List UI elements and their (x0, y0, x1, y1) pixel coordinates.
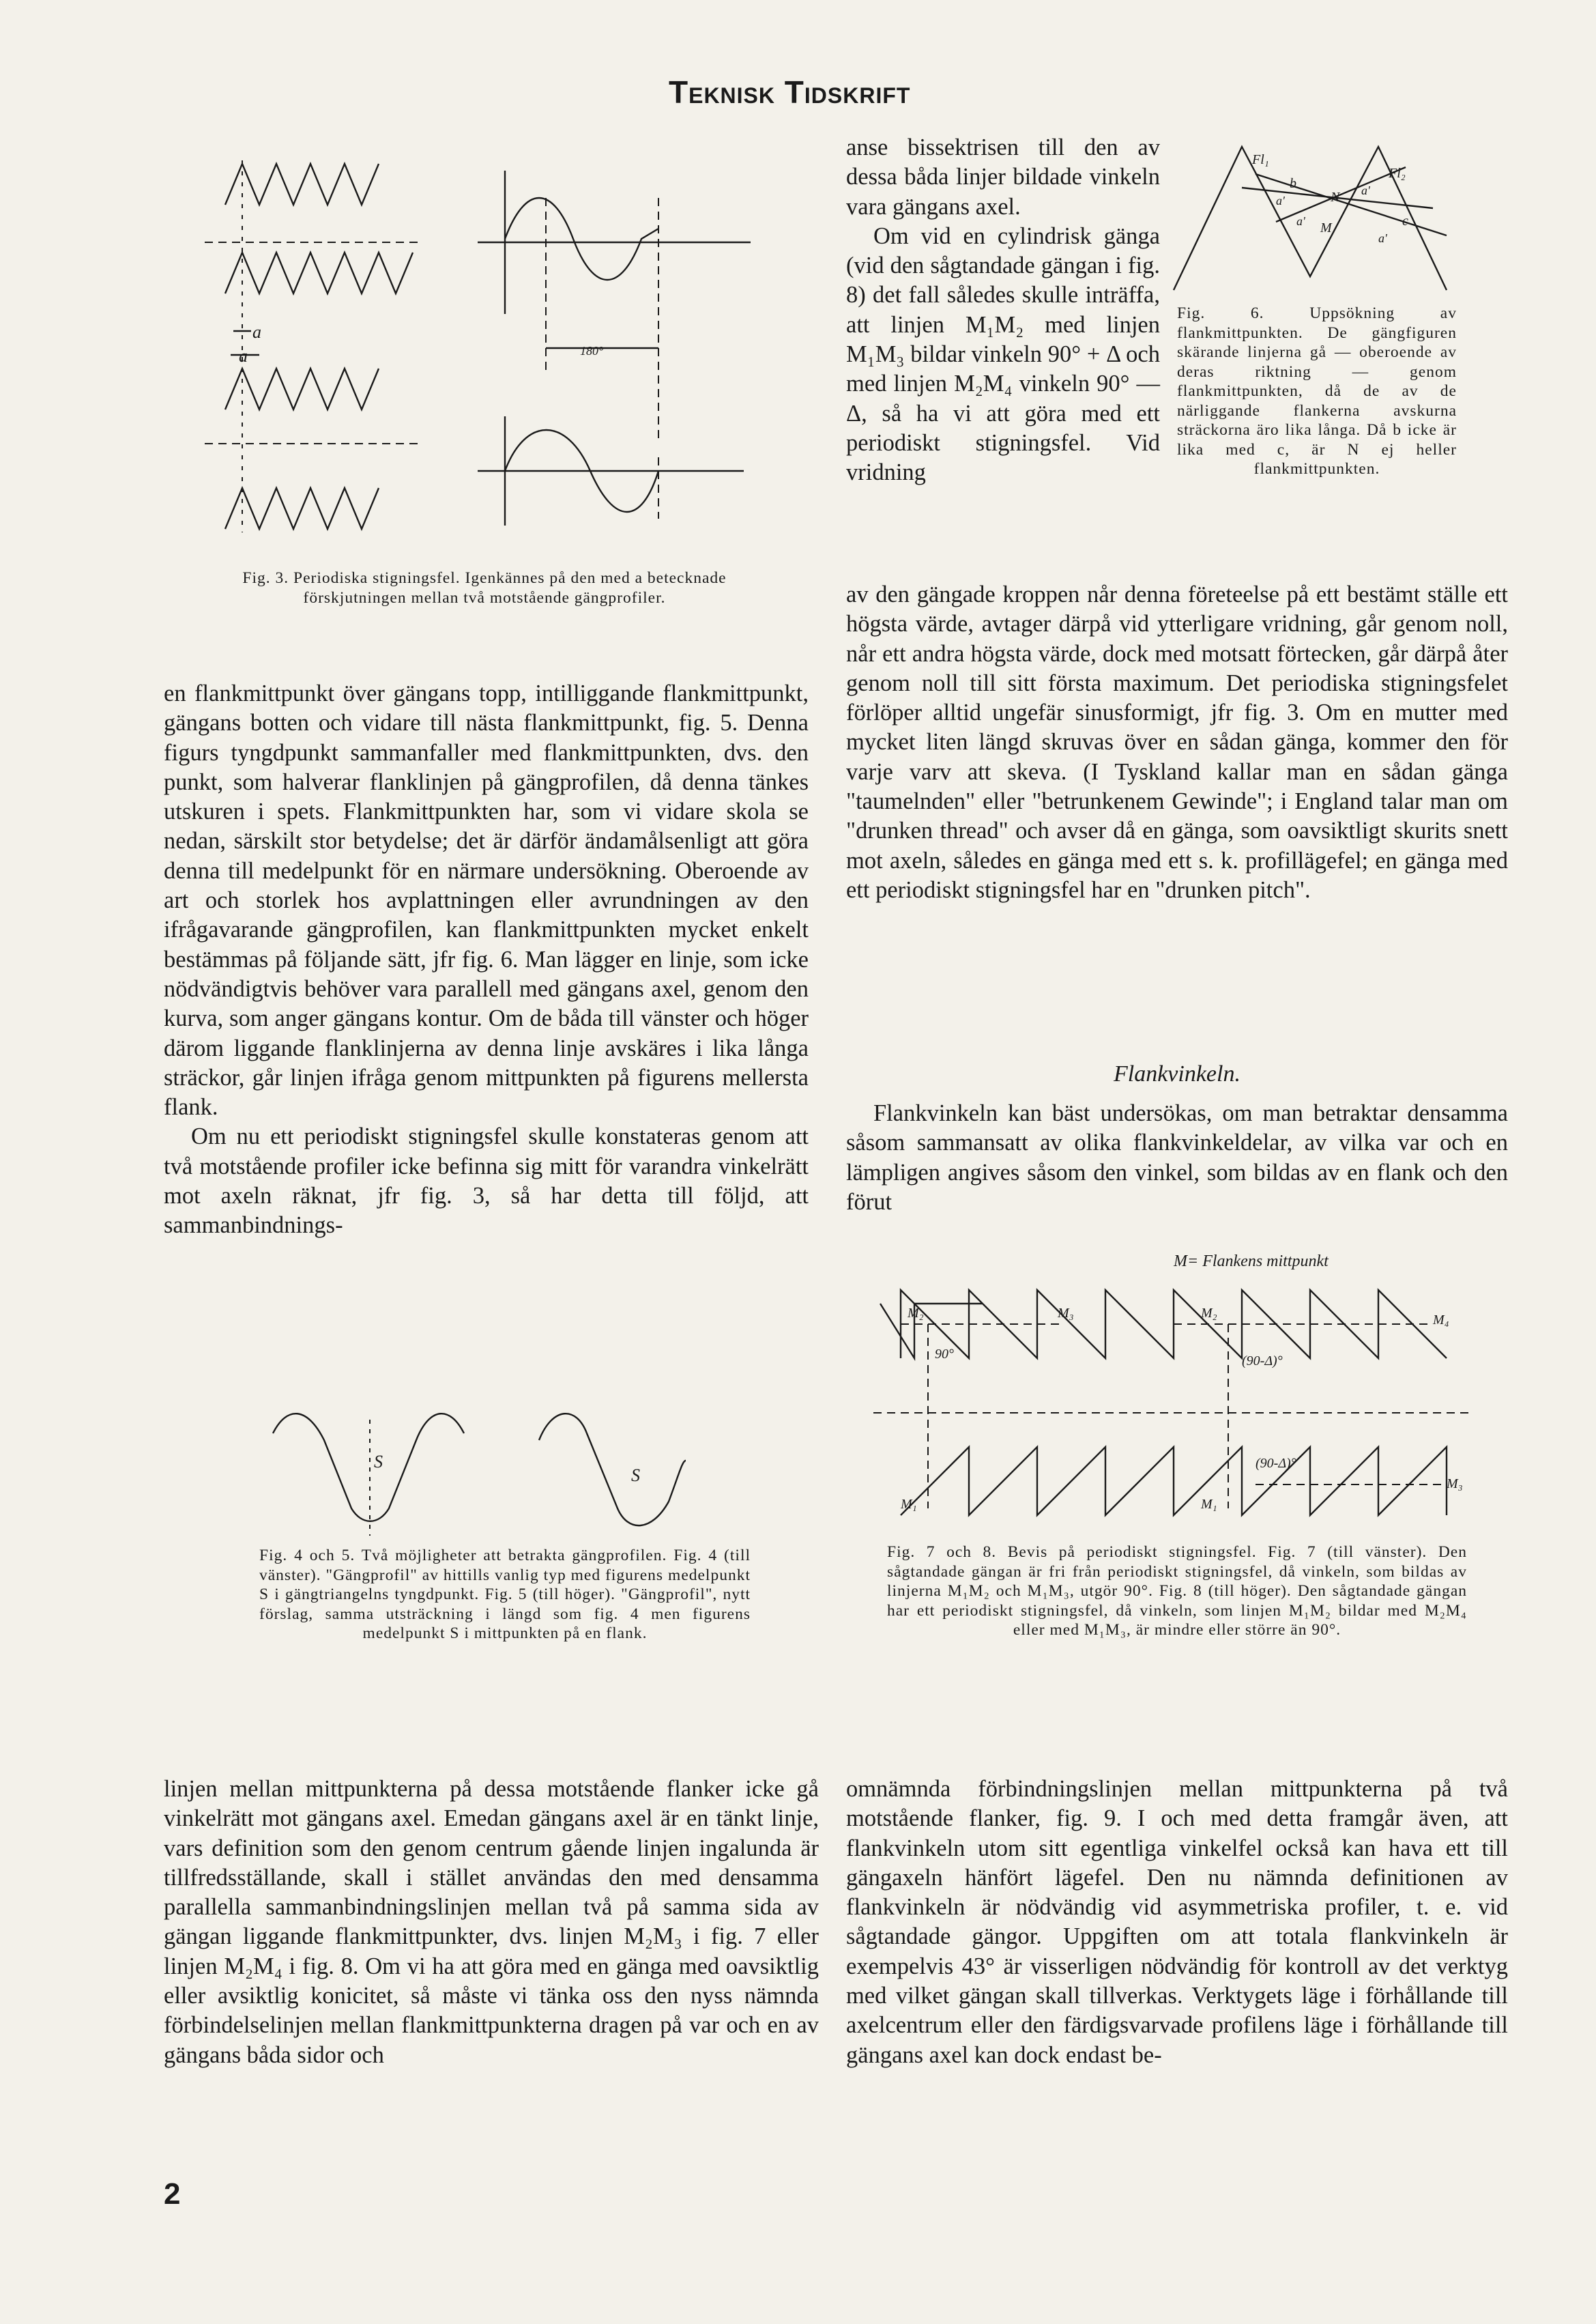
fig6-label-m: M (1320, 220, 1332, 235)
fig78-sawtooth-bottom (901, 1447, 1447, 1515)
fig6-label-b: b (1290, 176, 1296, 191)
fig3-zigzag-1 (225, 164, 379, 205)
fig6-label-a3: a' (1296, 214, 1305, 228)
page-number: 2 (164, 2177, 181, 2211)
fig3-zigzag-3 (225, 369, 379, 410)
fig8-label-m1: M₁ (1201, 1497, 1217, 1512)
col2-bottom-text: omnämnda förbindningslinjen mellan mittpunkterna på två motstående flanker, fig. 9. I och med detta framgår även, att flankvinkeln utom sitt egentliga vinkelfel också kan hava ett till gängaxeln hänfört lägefel. Den nu nämnda definitionen av flankvinkeln är nödvändig vid asymmetriska profiler, t. e. vid sågtandade gängor. Uppgiften om att totala flankvinkeln är exempelvis 43° är visserligen nödvändig för kontroll av det verktyg med vilket gängan skall tillverkas. Verktygets läge i förhållande till axelcentrum eller den färdigsvarvade profilens läge i förhållande till gängans axel kan dock endast be- (846, 1776, 1508, 2068)
fig6-label-fl2: Fl₂ (1389, 166, 1406, 181)
fig8-label-90-delta-bottom: (90-Δ)° (1256, 1456, 1296, 1471)
fig5-label-s: S (631, 1465, 640, 1485)
fig3-label-a2: a (239, 346, 248, 366)
col1-top-para-1: en flankmittpunkt över gängans topp, intilliggande flankmittpunkt, gängans botten och vidare till nästa flankmittpunkt, fig. 5. Denna figurs tyngdpunkt sammanfaller med flankmittpunkten, dvs. den punkt, som halverar flanklinjen på gängprofilen, då denna tänkes utskuren i spets. Flankmittpunkten har, som vi vidare skola se nedan, särskilt stor betydelse; det är därför ändamålsenligt att göra denna till medelpunkt för en närmare undersökning. Oberoende av art och storlek hos avplattningen eller avrundningen av den ifrågavarande gängprofilen, kan flankmittpunkten mycket enkelt bestämmas på följande sätt, jfr fig. 6. Man lägger en linje, som icke nödvändigtvis behöver vara parallell med gängans axel, genom den kurva, som anger gängans kontur. Om de båda till vänster och höger därom liggande flanklinjerna av denna linje avskäres i lika långa sträckor, går linjen ifråga genom mittpunkten på figurens mellersta flank. (164, 680, 809, 1121)
fig7-sawtooth-top (880, 1304, 983, 1358)
col1-top-text (164, 679, 809, 1241)
fig6-label-a2: a' (1276, 194, 1285, 207)
col2-flank-text: Flankvinkeln kan bäst undersökas, om man betraktar densamma såsom sammansatt av olika flankvinkeldelar, av vilka var och en lämpligen angives såsom den vinkel, som bildas av en flank och den förut (846, 1100, 1508, 1215)
fig78-caption: Fig. 7 och 8. Bevis på periodiskt stigningsfel. Fig. 7 (till vänster). Den sågtandade gängan är fri från periodiskt stigningsfel, då vinkeln, som bildas av linjerna M₁M₂ och M₁M₃, utgör 90°. Fig. 8 (till höger). Den sågtandade gängan har ett periodiskt stigningsfel, då vinkeln, som linjen M₁M₂ bildar med M₂M₄ eller med M₁M₃, är mindre eller större än 90°. (887, 1543, 1467, 1639)
fig7-label-m2: M₂ (908, 1306, 924, 1321)
col1-top-para-2: Om nu ett periodiskt stigningsfel skulle konstateras genom att två motstående profiler icke befinna sig mitt för varandra vinkelrätt mot axeln räknat, jfr fig. 3, så har detta till följd, att sammanbindnings- (164, 1123, 809, 1239)
page-header: Teknisk Tidskrift (669, 74, 911, 110)
fig3-caption: Fig. 3. Periodiska stigningsfel. Igenkännes på den med a betecknade förskjutningen mellan två motstående gängprofiler. (242, 569, 727, 607)
fig4-profile (273, 1414, 464, 1521)
fig6-line-c (1276, 167, 1406, 222)
fig6-label-a4: a' (1378, 231, 1387, 245)
fig6-label-fl1: Fl₁ (1252, 152, 1269, 167)
fig6-label-c: c (1402, 214, 1408, 229)
fig5-profile (539, 1414, 686, 1525)
fig78-title: M= Flankens mittpunkt (1174, 1252, 1329, 1270)
fig8-label-m2: M₂ (1201, 1306, 1217, 1321)
fig3-zigzag-2 (225, 253, 413, 293)
fig8-label-m3: M₃ (1447, 1476, 1463, 1491)
fig8-label-m4: M₄ (1433, 1312, 1449, 1328)
fig7-label-m3: M₃ (1058, 1306, 1074, 1321)
fig78-drawing (873, 1249, 1488, 1536)
fig3-zigzag-4 (225, 488, 379, 529)
col2-narrow-para-1: anse bissektrisen till den av dessa båda linjer bildade vinkeln vara gängans axel. (846, 134, 1160, 220)
fig7-label-90: 90° (935, 1347, 954, 1362)
col2-narrow-para-2: Om vid en cylindrisk gänga (vid den sågtandade gängan i fig. 8) det fall således skulle inträffa, att linjen M₁M₂ med linjen M₁M₃ bildar vinkeln 90° + Δ och med linjen M₂M₄ vinkeln 90° — Δ, så ha vi att göra med ett periodiskt stigningsfel. Vid vridning (846, 223, 1160, 486)
fig3-sine-1 (505, 198, 658, 280)
fig3-label-a1: a (252, 322, 261, 342)
fig4-label-s: S (374, 1452, 383, 1472)
fig6-label-a1: a' (1361, 184, 1370, 197)
figure-6 (1174, 140, 1460, 297)
figure-3 (205, 157, 764, 566)
fig45-drawing (259, 1406, 751, 1543)
fig7-label-m1: M₁ (901, 1497, 917, 1512)
fig6-drawing (1174, 140, 1460, 297)
section-heading-flankvinkeln: Flankvinkeln. (1114, 1061, 1240, 1087)
col1-bottom-text: linjen mellan mittpunkterna på dessa motstående flanker icke gå vinkelrätt mot gängans axel. Emedan gängans axel är en tänkt linje, vars definition som den genom centrum gående linjen ingalunda är tillfredsställande, skall i stället användas den med densamma parallella sammanbindningslinjen mellan två på samma sida av gängan liggande flankmittpunkter, dvs. linjen M₂M₃ i fig. 7 eller linjen M₂M₄ i fig. 8. Om vi ha att göra med en gänga med oavsiktlig eller avsiktlig konicitet, så måste vi tänka oss den nyss nämnda förbindelselinjen mellan flankmittpunkterna dragen på var och en av gängans båda sidor och (164, 1776, 819, 2068)
figure-7-8 (873, 1249, 1488, 1536)
fig3-drawing (205, 157, 764, 566)
col2-narrow-text (846, 133, 1160, 488)
col2-full-text: av den gängade kroppen når denna företeelse på ett bestämt ställe ett högsta värde, avtager därpå vid ytterligare vridning, går genom noll, når ett andra högsta värde, dock med motsatt förtecken, går därpå åter genom noll till sitt första maximum. Det periodiska stigningsfelet förlöper alltid ungefär sinusformigt, jfr fig. 3. Om en mutter med mycket liten längd skruvas över en sådan gänga, kommer den för varje varv att skeva. (I Tyskland kallar man en sådan gänga "taumelnden" eller "betrunkenem Gewinde"; i England talar man om "drunken thread" och avser då en gänga, som oavsiktligt skurits snett mot axeln, således en gänga med ett s. k. profillägefel; en gänga med ett periodiskt stigningsfel har en "drunken pitch". (846, 582, 1508, 903)
fig3-label-180: 180° (580, 344, 604, 358)
fig6-caption: Fig. 6. Uppsökning av flankmittpunkten. De gängfiguren skärande linjerna gå — oberoende av deras riktning — genom flankmittpunkten, då de av de närliggande flankerna avskurna sträckorna äro lika långa. Då b icke är lika med c, är N ej heller flankmittpunkten. (1177, 304, 1457, 478)
figure-4-5 (259, 1406, 751, 1543)
fig8-label-90-delta-top: (90-Δ)° (1242, 1353, 1283, 1368)
fig6-label-n: N (1331, 190, 1340, 205)
fig45-caption: Fig. 4 och 5. Två möjligheter att betrakta gängprofilen. Fig. 4 (till vänster). "Gängprofil" av hittills vanlig typ med figurens medelpunkt S i gängtriangelns tyngdpunkt. Fig. 5 (till höger). "Gängprofil", nytt förslag, samma utsträckning i längd som fig. 4 men figurens medelpunkt S i mittpunkten på en flank. (259, 1547, 751, 1642)
